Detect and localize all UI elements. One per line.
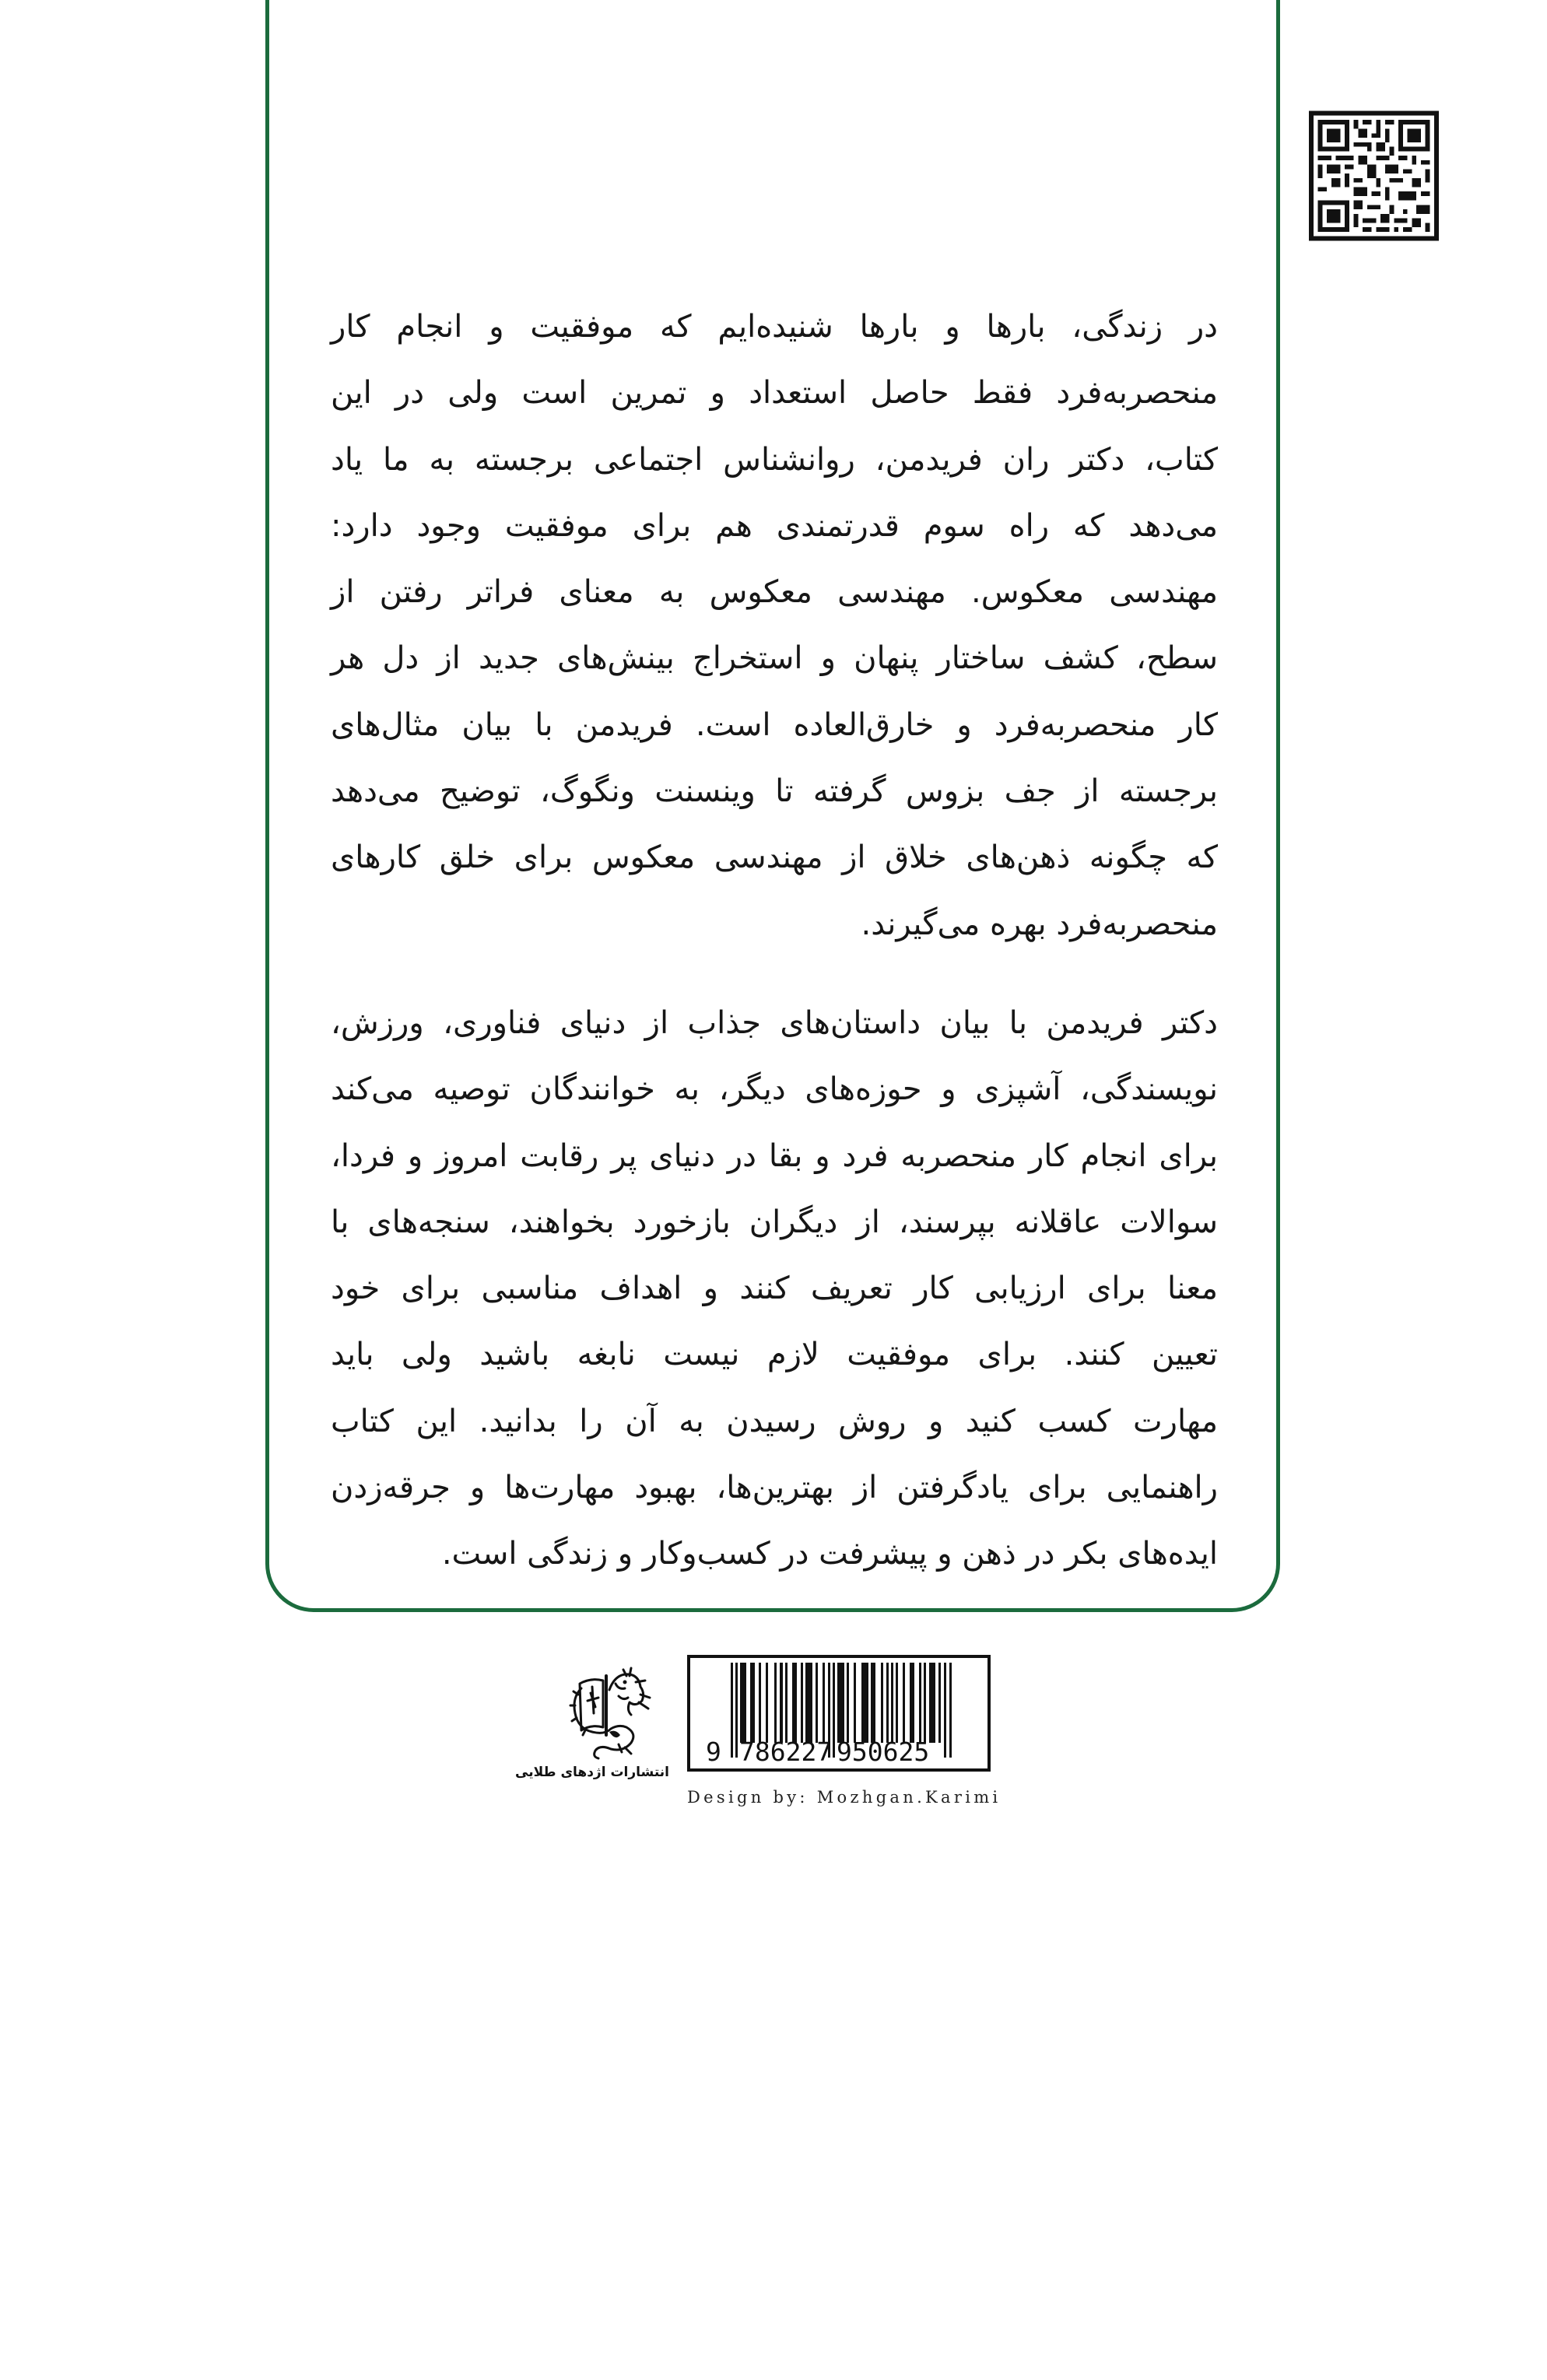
blurb-line: سوالات عاقلانه بپرسند، از دیگران بازخورد بخواهند، سنجه‌های با bbox=[331, 1204, 1218, 1240]
blurb-line: تعیین کنند. برای موفقیت لازم نیست نابغه باشید ولی باید bbox=[331, 1337, 1218, 1373]
designer-credit: Design by: Mozhgan.Karimi bbox=[687, 1788, 1002, 1807]
isbn-barcode bbox=[687, 1655, 991, 1772]
dragon-shield-logo-icon bbox=[564, 1667, 663, 1761]
blurb-line: در زندگی، بارها و بارها شنیده‌ایم که موفقیت و انجام کار bbox=[331, 309, 1218, 345]
blurb-line: برای انجام کار منحصربه فرد و بقا در دنیای پر رقابت امروز و فردا، bbox=[331, 1137, 1218, 1174]
blurb-line: معنا برای ارزیابی کار تعریف کنند و اهداف مناسبی برای خود bbox=[331, 1271, 1218, 1307]
blurb-line: نویسندگی، آشپزی و حوزه‌های دیگر، به خوانندگان توصیه می‌کند bbox=[331, 1071, 1218, 1108]
blurb-line: سطح، کشف ساختار پنهان و استخراج بینش‌های جدید از دل هر bbox=[331, 640, 1218, 677]
blurb-line: راهنمایی برای یادگرفتن از بهترین‌ها، بهبود مهارت‌ها و جرقه‌زدن bbox=[331, 1470, 1218, 1506]
blurb-line: کار منحصربه‌فرد و خارق‌العاده است. فریدمن با بیان مثال‌های bbox=[331, 706, 1218, 743]
blurb-line: مهارت کسب کنید و روش رسیدن به آن را بدانید. این کتاب bbox=[331, 1403, 1218, 1439]
blurb-line: که چگونه ذهن‌های خلاق از مهندسی معکوس برای خلق کارهای bbox=[331, 839, 1218, 876]
qr-code-icon[interactable] bbox=[1309, 110, 1439, 241]
blurb-line: ایده‌های بکر در ذهن و پیشرفت در کسب‌وکار و زندگی است. bbox=[441, 1536, 1218, 1572]
barcode-prefix-digit: 9 bbox=[706, 1737, 721, 1767]
publisher-name: انتشارات اژدهای طلایی bbox=[515, 1765, 669, 1780]
blurb-line: کتاب، دکتر ران فریدمن، روانشناس اجتماعی برجسته به ما یاد bbox=[331, 441, 1218, 478]
blurb-line: دکتر فریدمن با بیان داستان‌های جذاب از دنیای فناوری، ورزش، bbox=[331, 1005, 1218, 1041]
publisher-logo bbox=[515, 1665, 669, 1786]
blurb-line: منحصربه‌فرد بهره می‌گیرند. bbox=[861, 906, 1218, 942]
blurb-line: برجسته از جف بزوس گرفته تا وینسنت ونگوگ، توضیح می‌دهد bbox=[331, 773, 1218, 810]
blurb-paragraph-2 bbox=[331, 990, 1218, 1588]
barcode-digits-right: 950625 bbox=[837, 1737, 930, 1767]
blurb-line: می‌دهد که راه سوم قدرتمندی هم برای موفقیت وجود دارد: bbox=[331, 507, 1218, 544]
blurb-paragraph-1 bbox=[331, 294, 1218, 958]
blurb-line: مهندسی معکوس. مهندسی معکوس به معنای فراتر رفتن از bbox=[331, 574, 1218, 611]
blurb-line: منحصربه‌فرد فقط حاصل استعداد و تمرین است ولی در این bbox=[331, 375, 1218, 412]
barcode-digits-left: 786227 bbox=[739, 1737, 833, 1767]
